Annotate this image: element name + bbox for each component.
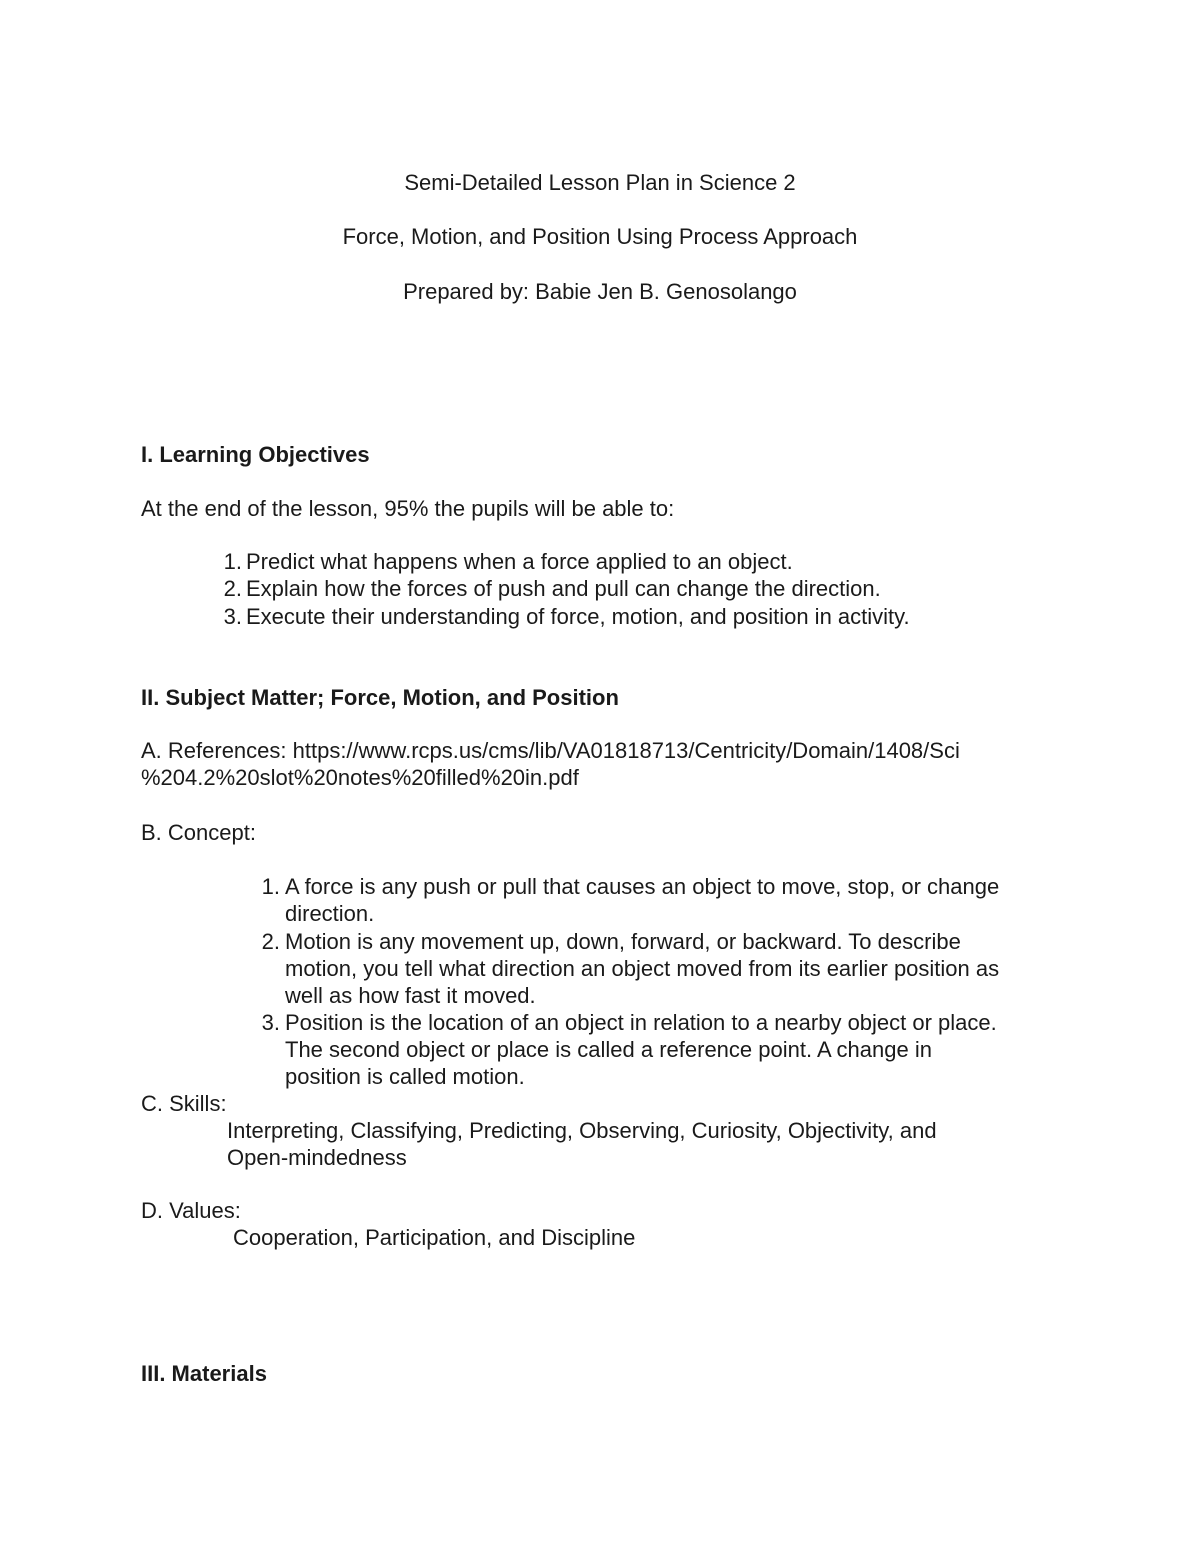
objective-item: Explain how the forces of push and pull can change the direction. xyxy=(246,576,881,601)
list-item-number: 1. xyxy=(261,874,280,899)
list-item-number: 2. xyxy=(261,929,280,954)
skills-text-continued: Open-mindedness xyxy=(227,1145,407,1170)
section-heading-subject-matter: II. Subject Matter; Force, Motion, and Position xyxy=(141,685,619,710)
section-heading-learning-objectives: I. Learning Objectives xyxy=(141,442,370,467)
objective-item: Execute their understanding of force, motion, and position in activity. xyxy=(246,604,910,629)
values-label: D. Values: xyxy=(141,1198,241,1223)
concept-item-line: position is called motion. xyxy=(285,1064,525,1089)
references-line: A. References: https://www.rcps.us/cms/lib/VA01818713/Centricity/Domain/1408/Sci xyxy=(141,738,960,763)
list-item-number: 3. xyxy=(223,604,242,629)
concept-item-line: A force is any push or pull that causes an object to move, stop, or change xyxy=(285,874,1000,899)
skills-text: Interpreting, Classifying, Predicting, Observing, Curiosity, Objectivity, and xyxy=(227,1118,937,1143)
concept-item-line: Position is the location of an object in relation to a nearby object or place. xyxy=(285,1010,997,1035)
prepared-by: Prepared by: Babie Jen B. Genosolango xyxy=(403,279,797,304)
concept-label: B. Concept: xyxy=(141,820,256,845)
concept-item-line: The second object or place is called a reference point. A change in xyxy=(285,1037,932,1062)
section-heading-materials: III. Materials xyxy=(141,1361,267,1386)
list-item-number: 2. xyxy=(223,576,242,601)
list-item-number: 1. xyxy=(223,549,242,574)
objectives-intro: At the end of the lesson, 95% the pupils will be able to: xyxy=(141,496,675,521)
concept-item-line: Motion is any movement up, down, forward, or backward. To describe xyxy=(285,929,961,954)
list-item-number: 3. xyxy=(261,1010,280,1035)
document-subtitle: Force, Motion, and Position Using Process Approach xyxy=(342,224,858,249)
concept-item-line: well as how fast it moved. xyxy=(285,983,536,1008)
concept-item-line: direction. xyxy=(285,901,375,926)
skills-label: C. Skills: xyxy=(141,1091,227,1116)
concept-item-line: motion, you tell what direction an object moved from its earlier position as xyxy=(285,956,1000,981)
values-text: Cooperation, Participation, and Discipline xyxy=(233,1225,636,1250)
document-title: Semi-Detailed Lesson Plan in Science 2 xyxy=(404,170,796,195)
objective-item: Predict what happens when a force applied to an object. xyxy=(246,549,793,574)
references-line-continued: %204.2%20slot%20notes%20filled%20in.pdf xyxy=(141,765,579,790)
